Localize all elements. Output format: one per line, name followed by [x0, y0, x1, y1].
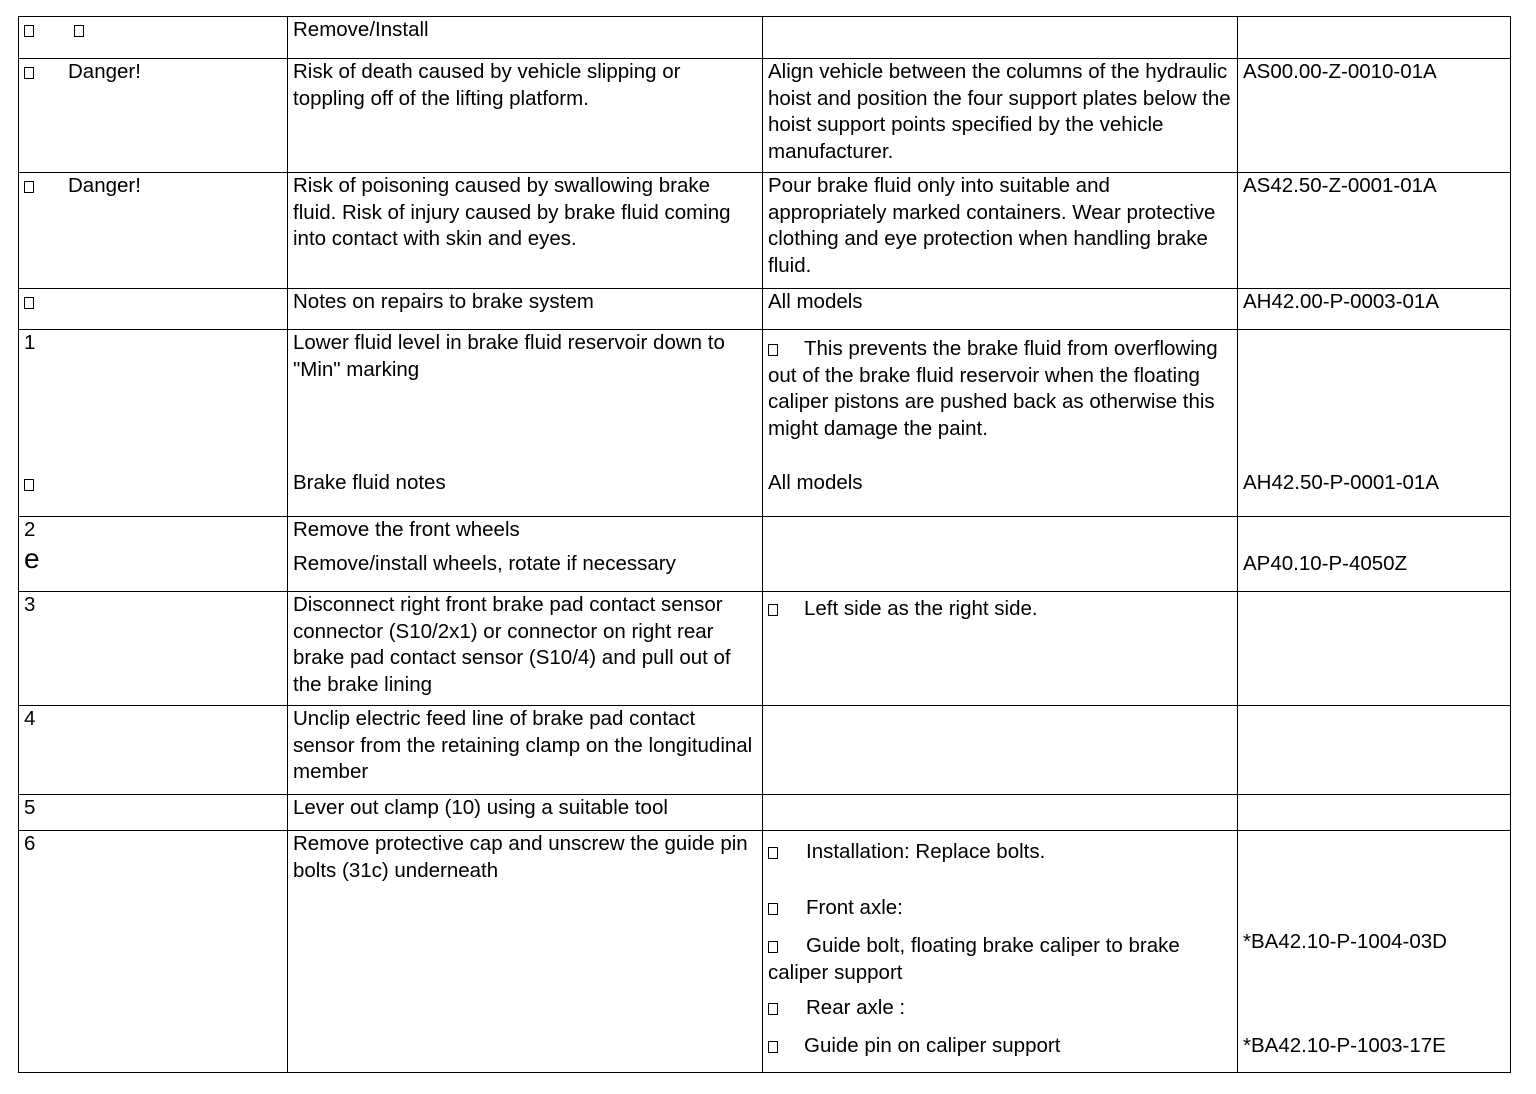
info-icon: [24, 25, 34, 37]
step-cell: [19, 17, 288, 59]
table-row: [19, 592, 1511, 706]
note-cell: Align vehicle between the columns of the hydraulic hoist and position the four support plates below the hoist support points specified by the vehicle manufacturer.: [763, 59, 1238, 173]
reference-link[interactable]: AS00.00-Z-0010-01A: [1238, 59, 1511, 173]
step-number: 2: [24, 518, 36, 541]
step-cell: [19, 289, 288, 330]
operation-cell: Remove/Install: [288, 17, 763, 59]
note-text: Installation: Replace bolts.: [806, 840, 1046, 863]
procedure-table: [18, 16, 1511, 1073]
note-cell: All models: [763, 289, 1238, 330]
operation-cell: Risk of poisoning caused by swallowing brake fluid. Risk of injury caused by brake fluid coming into contact with skin and eyes.: [288, 173, 763, 289]
note-text: This prevents the brake fluid from overflowing out of the brake fluid reservoir when the floating caliper pistons are pushed back as otherwise this might damage the paint.: [768, 337, 1218, 440]
operation-cell: Notes on repairs to brake system: [288, 289, 763, 330]
operation-cell: Lever out clamp (10) using a suitable tool: [288, 795, 763, 831]
note-bullet-icon: [768, 604, 778, 616]
info-icon: [24, 479, 34, 491]
operation-cell: Disconnect right front brake pad contact sensor connector (S10/2x1) or connector on right rear brake pad contact sensor (S10/4) and pull out of the brake lining: [288, 592, 763, 706]
danger-label: Danger!: [68, 60, 141, 83]
step-cell: [19, 592, 288, 706]
step-cell: [19, 831, 288, 1073]
step-number: 1: [24, 331, 36, 354]
table-row: [19, 59, 1511, 173]
operation-text: Lower fluid level in brake fluid reservoir down to "Min" marking: [293, 331, 725, 381]
operation-text: Remove the front wheels: [293, 518, 520, 541]
step-cell: [19, 517, 288, 592]
reference-link[interactable]: AS42.50-Z-0001-01A: [1238, 173, 1511, 289]
note-text: Guide pin on caliper support: [804, 1034, 1061, 1057]
operation-cell: [288, 517, 763, 592]
operation-cell: Unclip electric feed line of brake pad contact sensor from the retaining clamp on the longitudinal member: [288, 706, 763, 795]
reference-cell: [1238, 831, 1511, 1073]
table-row: [19, 795, 1511, 831]
table-row: [19, 17, 1511, 59]
note-text: Rear axle :: [806, 996, 906, 1019]
note-text: Left side as the right side.: [804, 597, 1038, 620]
table-row: [19, 173, 1511, 289]
warning-icon: [24, 67, 34, 79]
note-bullet-icon: [768, 941, 778, 953]
reference-cell: [1238, 795, 1511, 831]
table-row: [19, 831, 1511, 1073]
step-cell: [19, 795, 288, 831]
info-icon: [24, 297, 34, 309]
note-cell: [763, 831, 1238, 1073]
operation-cell: Risk of death caused by vehicle slipping or toppling off of the lifting platform.: [288, 59, 763, 173]
reference-cell: [1238, 330, 1511, 517]
note-bullet-icon: [768, 847, 778, 859]
reference-cell: [1238, 17, 1511, 59]
reference-link[interactable]: AP40.10-P-4050Z: [1243, 552, 1408, 575]
reference-link[interactable]: *BA42.10-P-1004-03D: [1243, 930, 1447, 953]
note-bullet-icon: [768, 344, 778, 356]
step-cell: [19, 173, 288, 289]
reference-cell: [1238, 592, 1511, 706]
note-text: Guide bolt, floating brake caliper to brake caliper support: [768, 934, 1180, 984]
step-number: 6: [24, 832, 36, 855]
step-number: 3: [24, 593, 36, 616]
sub-operation-text: Brake fluid notes: [293, 471, 446, 494]
note-bullet-icon: [768, 1041, 778, 1053]
note-cell: Pour brake fluid only into suitable and appropriately marked containers. Wear protective clothing and eye protection when handling brake fluid.: [763, 173, 1238, 289]
warning-icon: [24, 181, 34, 193]
step-cell: [19, 706, 288, 795]
operation-cell: Remove protective cap and unscrew the guide pin bolts (31c) underneath: [288, 831, 763, 1073]
operation-cell: [288, 330, 763, 517]
note-cell: [763, 592, 1238, 706]
reference-link[interactable]: *BA42.10-P-1003-17E: [1243, 1034, 1446, 1057]
note-cell: [763, 706, 1238, 795]
reference-cell: [1238, 517, 1511, 592]
reference-link[interactable]: AH42.00-P-0003-01A: [1238, 289, 1511, 330]
document-link-icon[interactable]: e: [24, 542, 40, 574]
table-row: [19, 706, 1511, 795]
table-row: [19, 330, 1511, 517]
note-bullet-icon: [768, 903, 778, 915]
reference-link[interactable]: AH42.50-P-0001-01A: [1243, 471, 1440, 494]
note-bullet-icon: [768, 1003, 778, 1015]
step-number: 5: [24, 796, 36, 819]
note-text: Front axle:: [806, 896, 903, 919]
sub-operation-text: Remove/install wheels, rotate if necessary: [293, 552, 676, 575]
step-cell: [19, 59, 288, 173]
table-row: [19, 289, 1511, 330]
info-icon: [74, 25, 84, 37]
procedure-sheet: [18, 16, 1511, 1073]
note-cell: [763, 330, 1238, 517]
note-cell: [763, 17, 1238, 59]
table-row: [19, 517, 1511, 592]
sub-note-text: All models: [768, 471, 863, 494]
reference-cell: [1238, 706, 1511, 795]
danger-label: Danger!: [68, 174, 141, 197]
step-number: 4: [24, 707, 36, 730]
step-cell: [19, 330, 288, 517]
note-cell: [763, 795, 1238, 831]
note-cell: [763, 517, 1238, 592]
